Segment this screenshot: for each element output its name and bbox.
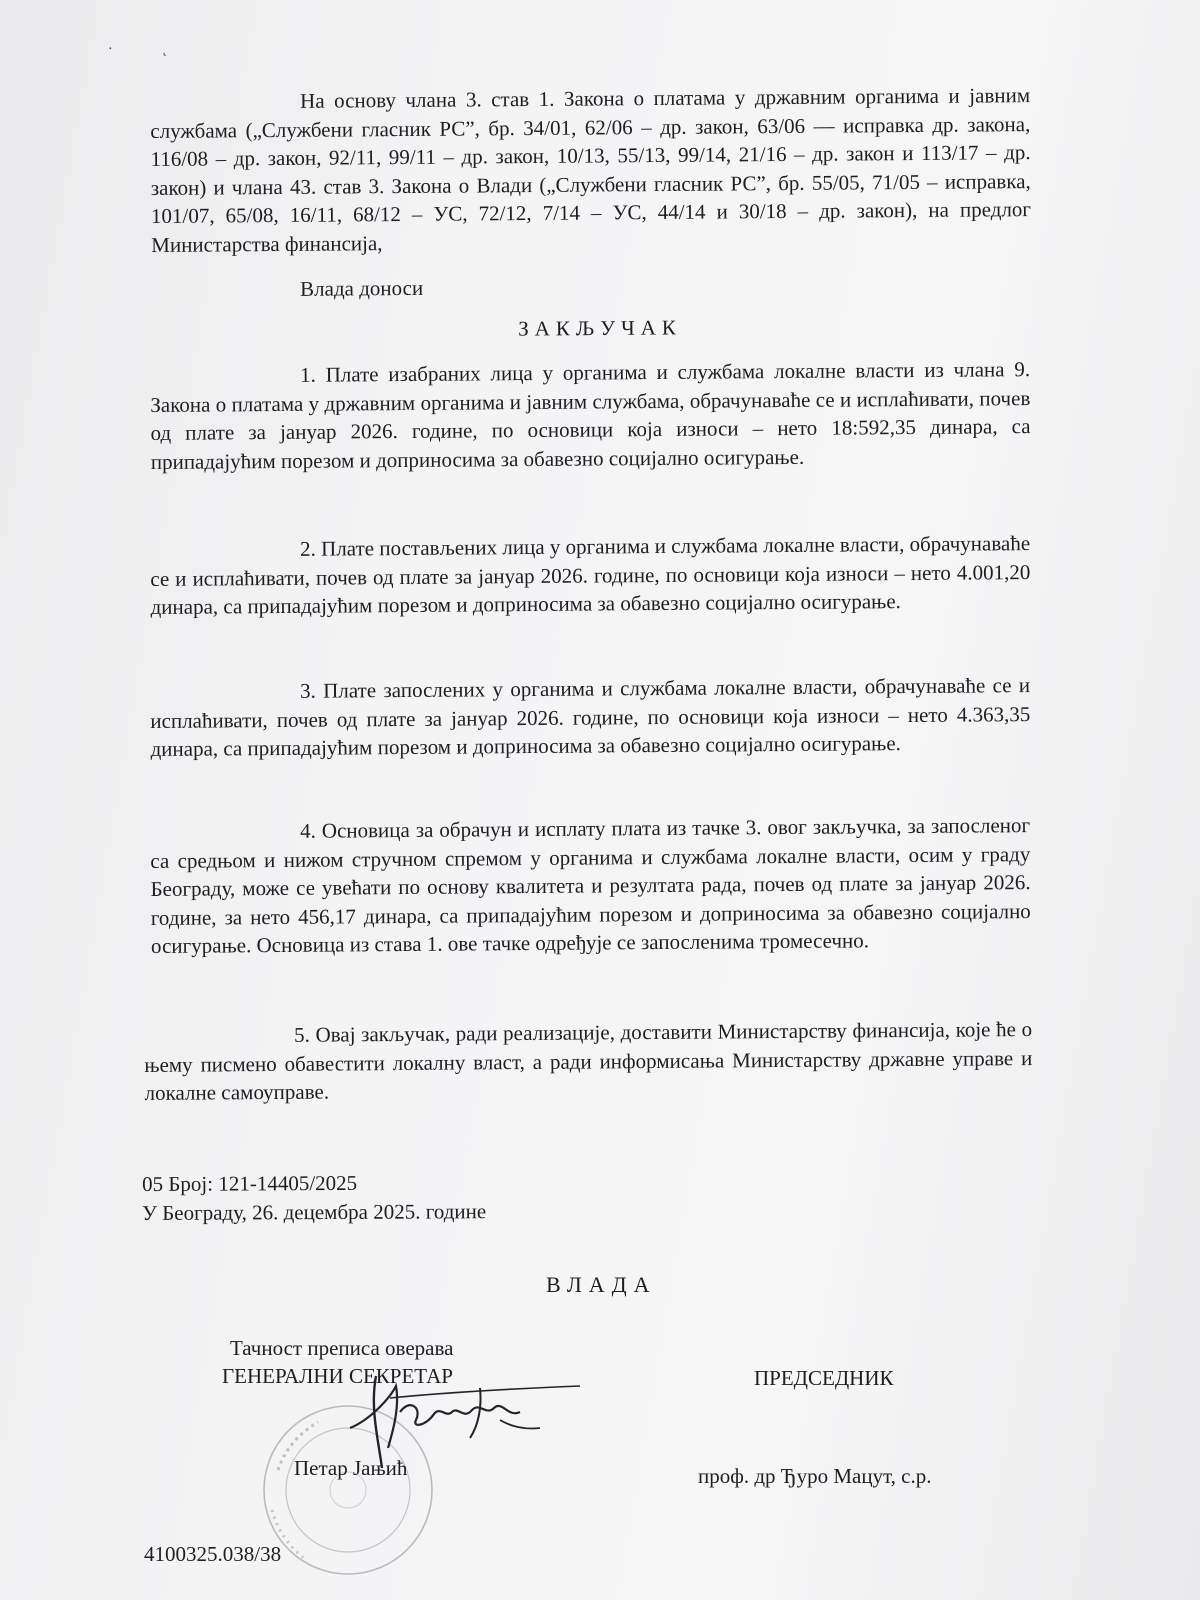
secretary-name: Петар Јањић bbox=[294, 1456, 408, 1480]
document-number: 05 Број: 121-14405/2025 bbox=[142, 1170, 358, 1196]
intro-paragraph: На основу члана 3. став 1. Закона о платама у државним органима и јавним службама („Службени гласник РС”, бр. 34/01, 62/06 – др. закон, 63/06 — исправка др. закона, 116/08 – др. закон, 92/11, 99/11 – др. закон, 10/13, 55/13, 99/14, 21/16 – др. закон и 113/17 – др. закон) и члана 43. став 3. Закона о Влади („Службени гласник РС”, бр. 55/05, 71/05 – исправка, 101/07, 65/08, 16/11, 68/12 – УС, 72/12, 7/14 – УС, 44/14 и 30/18 – др. закон), на предлог Министарства финансија, bbox=[150, 83, 1032, 257]
item-3: 3. Плате запослених у органима и службама локалне власти, обрачунаваће се и исплаћивати, почев од плате за јануар 2026. године, по основици која износи – нето 4.363,35 динара, са припадајућим порезом и доприносима за обавезно социјално осигурање. bbox=[150, 673, 1031, 761]
secretary-title: ГЕНЕРАЛНИ СЕКРЕТАР bbox=[222, 1364, 453, 1388]
reference-code: 4100325.038/38 bbox=[144, 1542, 282, 1566]
item-2: 2. Плате постављених лица у органима и службама локалне власти, обрачунаваће се и исплаћивати, почев од плате за јануар 2026. године, по основици која износи – нето 4.001,20 динара, са припадајућим порезом и доприносима за обавезно социјално осигурање. bbox=[150, 531, 1031, 619]
adopts-line: Влада доноси bbox=[300, 275, 424, 301]
scan-specks: ·˛ bbox=[108, 42, 218, 57]
item-4: 4. Основица за обрачун и исплату плата из тачке 3. овог закључка, за запосленог са средњом и нижом стручном спремом у органима и службама локалне власти, осим у граду Београду, може се увећати по основу квалитета и резултата рада, почев од плате за јануар 2026. године, за нето 456,17 динара, са припадајућим порезом и доприносима за обавезно социјално осигурање. Основица из става 1. ове тачке одређује се запосленима тромесечно. bbox=[150, 813, 1031, 958]
item-5: 5. Овај закључак, ради реализације, доставити Министарству финансија, које ће о њему писмено обавестити локалну власт, а ради информисања Министарству државне управе и локалне самоуправе. bbox=[144, 1017, 1033, 1105]
place-date: У Београду, 26. децембра 2025. године bbox=[142, 1199, 487, 1225]
certification-line: Тачност преписа оверава bbox=[230, 1336, 454, 1360]
government-heading: ВЛАДА bbox=[546, 1272, 657, 1297]
handwritten-signature bbox=[330, 1368, 600, 1478]
president-name: проф. др Ђуро Мацут, с.р. bbox=[698, 1464, 932, 1488]
president-title: ПРЕДСЕДНИК bbox=[754, 1366, 894, 1390]
decision-title: ЗАКЉУЧАК bbox=[518, 315, 682, 341]
item-1: 1. Плате изабраних лица у органима и службама локалне власти из члана 9. Закона о платама у државним органима и јавним службама, обрачунаваће се и исплаћивати, почев од плате за јануар 2026. године, по основици која износи – нето 18:592,35 динара, са припадајућим порезом и доприносима за обавезно социјално осигурање. bbox=[150, 357, 1031, 474]
